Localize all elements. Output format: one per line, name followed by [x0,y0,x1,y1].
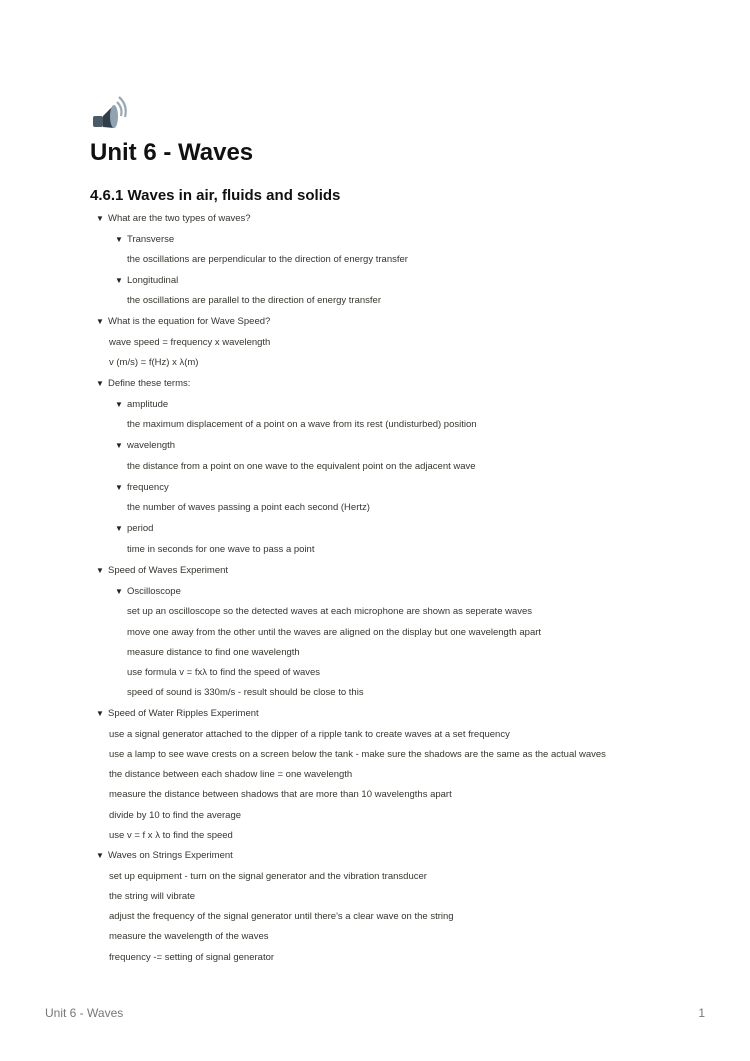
toggle-triangle-icon[interactable]: ▼ [96,566,104,575]
toggle-triangle-icon[interactable]: ▼ [115,276,123,285]
toggle-triangle-icon[interactable]: ▼ [115,441,123,450]
toggle-label: Longitudinal [127,275,179,286]
answer-text: v (m/s) = f(Hz) x λ(m) [109,357,199,368]
toggle-frequency[interactable] [115,480,169,496]
toggle-triangle-icon[interactable]: ▼ [96,709,104,718]
toggle-triangle-icon[interactable]: ▼ [96,214,104,223]
toggle-two-types-of-waves[interactable] [96,211,251,227]
toggle-amplitude[interactable] [115,397,168,413]
toggle-define-terms[interactable] [96,376,190,392]
toggle-wave-speed-equation[interactable] [96,314,270,330]
toggle-label: amplitude [127,399,169,410]
toggle-label: Oscilloscope [127,586,181,597]
answer-text: use a lamp to see wave crests on a screen below the tank - make sure the shadows are the same as the actual waves [109,749,606,760]
answer-text: adjust the frequency of the signal generator until there's a clear wave on the string [109,911,454,922]
toggle-label: frequency [127,482,169,493]
toggle-label: What is the equation for Wave Speed? [108,316,271,327]
toggle-triangle-icon[interactable]: ▼ [115,483,123,492]
toggle-label: Speed of Waves Experiment [108,565,229,576]
toggle-label: What are the two types of waves? [108,213,251,224]
answer-text: the string will vibrate [109,891,196,902]
answer-text: the number of waves passing a point each second (Hertz) [127,502,370,513]
toggle-label: period [127,523,154,534]
answer-text: set up an oscilloscope so the detected waves at each microphone are shown as seperate waves [127,606,533,617]
answer-text: the maximum displacement of a point on a wave from its rest (undisturbed) position [127,419,477,430]
toggle-triangle-icon[interactable]: ▼ [115,235,123,244]
footer-page-number: 1 [698,1006,705,1020]
toggle-triangle-icon[interactable]: ▼ [115,524,123,533]
answer-text: speed of sound is 330m/s - result should be close to this [127,687,364,698]
answer-text: measure the wavelength of the waves [109,931,269,942]
toggle-triangle-icon[interactable]: ▼ [96,851,104,860]
toggle-label: Define these terms: [108,378,191,389]
answer-text: wave speed = frequency x wavelength [109,337,271,348]
page-title: Unit 6 - Waves [90,139,254,166]
answer-text: use formula v = fxλ to find the speed of waves [127,667,321,678]
toggle-triangle-icon[interactable]: ▼ [96,317,104,326]
toggle-transverse[interactable] [115,232,174,248]
toggle-waves-on-strings-experiment[interactable] [96,848,233,864]
answer-text: frequency -= setting of signal generator [109,952,275,963]
answer-text: the oscillations are parallel to the direction of energy transfer [127,295,381,306]
toggle-period[interactable] [115,521,153,537]
answer-text: time in seconds for one wave to pass a point [127,544,315,555]
answer-text: use v = f x λ to find the speed [109,830,233,841]
toggle-water-ripples-experiment[interactable] [96,706,259,722]
toggle-label: Waves on Strings Experiment [108,850,233,861]
answer-text: divide by 10 to find the average [109,810,242,821]
toggle-label: wavelength [127,440,176,451]
toggle-label: Speed of Water Ripples Experiment [108,708,259,719]
answer-text: set up equipment - turn on the signal generator and the vibration transducer [109,871,427,882]
answer-text: move one away from the other until the waves are aligned on the display but one wavelength apart [127,627,542,638]
section-heading: 4.6.1 Waves in air, fluids and solids [90,187,341,204]
answer-text: the oscillations are perpendicular to the direction of energy transfer [127,254,408,265]
toggle-longitudinal[interactable] [115,273,178,289]
toggle-speed-of-waves-experiment[interactable] [96,563,228,579]
answer-text: measure the distance between shadows that are more than 10 wavelengths apart [109,789,452,800]
answer-text: the distance from a point on one wave to the equivalent point on the adjacent wave [127,461,476,472]
answer-text: use a signal generator attached to the dipper of a ripple tank to create waves at a set frequency [109,729,510,740]
toggle-triangle-icon[interactable]: ▼ [115,587,123,596]
answer-text: the distance between each shadow line = one wavelength [109,769,353,780]
footer-title: Unit 6 - Waves [45,1006,124,1020]
toggle-oscilloscope[interactable] [115,584,181,600]
toggle-triangle-icon[interactable]: ▼ [96,379,104,388]
toggle-triangle-icon[interactable]: ▼ [115,400,123,409]
toggle-wavelength[interactable] [115,438,175,454]
toggle-label: Transverse [127,234,175,245]
answer-text: measure distance to find one wavelength [127,647,300,658]
